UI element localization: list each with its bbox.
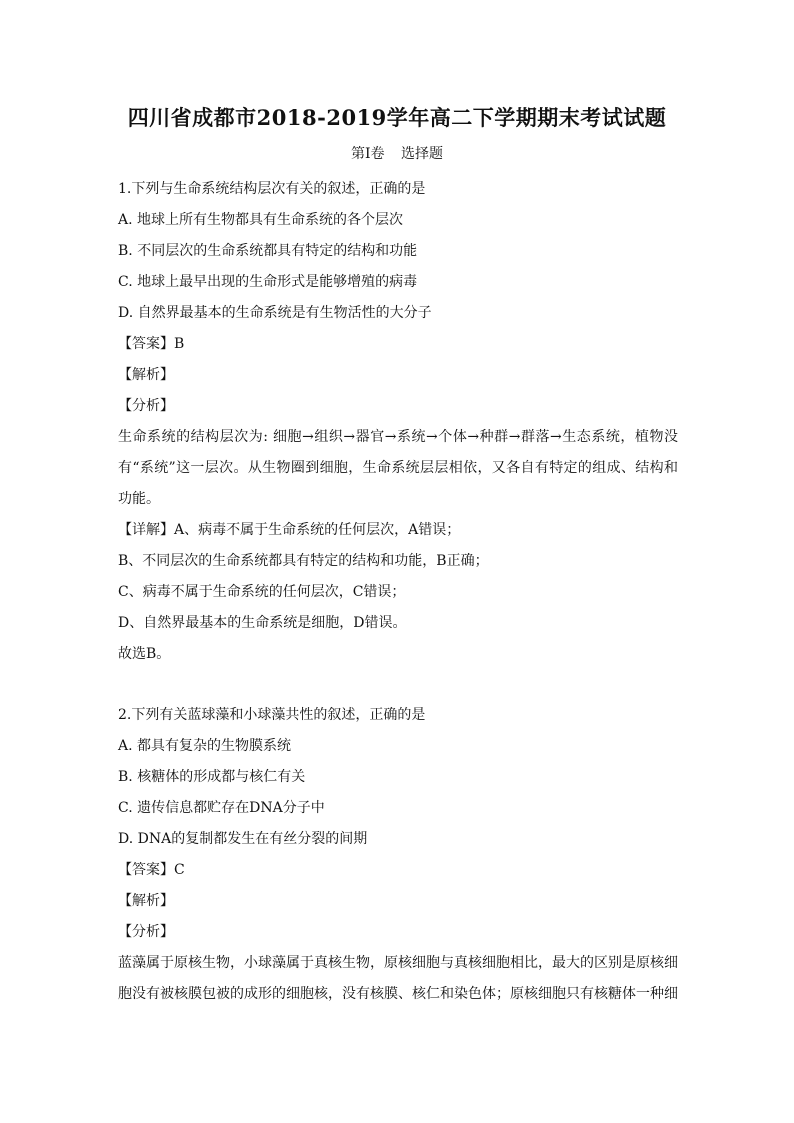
fenxi-text: 蓝藻属于原核生物，小球藻属于真核生物，原核细胞与真核细胞相比，最大的区别是原核细胞没有被核膜包被的成形的细胞核，没有核膜、核仁和染色体；原核细胞只有核糖体一种细	[118, 955, 678, 1002]
answer: 【答案】B	[118, 336, 185, 352]
fenxi-heading: 【分析】	[118, 924, 174, 940]
detail-line: D、自然界最基本的生命系统是细胞，D错误。	[118, 615, 407, 631]
analysis-heading: 【解析】	[118, 367, 174, 383]
option-d: D. DNA的复制都发生在有丝分裂的间期	[118, 831, 368, 847]
question-1	[118, 174, 678, 670]
question-stem: 1.下列与生命系统结构层次有关的叙述，正确的是	[118, 181, 426, 197]
answer: 【答案】C	[118, 862, 185, 878]
detail-line: 【详解】A、病毒不属于生命系统的任何层次，A错误；	[118, 522, 461, 538]
section-heading	[0, 144, 794, 164]
fenxi-heading: 【分析】	[118, 398, 174, 414]
section-part: 第I卷	[351, 146, 385, 162]
fenxi-text: 生命系统的结构层次为: 细胞→组织→器官→系统→个体→种群→群落→生态系统，植物没有“系统”这一层次。从生物圈到细胞，生命系统层层相依，又各自有特定的组成、结构和功能。	[118, 429, 678, 507]
section-name: 选择题	[400, 146, 443, 162]
option-c: C. 遗传信息都贮存在DNA分子中	[118, 800, 325, 816]
conclusion: 故选B。	[118, 646, 171, 662]
analysis-heading: 【解析】	[118, 893, 174, 909]
option-a: A. 都具有复杂的生物膜系统	[118, 738, 292, 754]
option-c: C. 地球上最早出现的生命形式是能够增殖的病毒	[118, 274, 418, 290]
question-stem: 2.下列有关蓝球藻和小球藻共性的叙述，正确的是	[118, 707, 426, 723]
detail-line: C、病毒不属于生命系统的任何层次，C错误；	[118, 584, 406, 600]
document-title: 四川省成都市2018-2019学年高二下学期期末考试试题	[127, 105, 667, 130]
option-d: D. 自然界最基本的生命系统是有生物活性的大分子	[118, 305, 432, 321]
detail-line: B、不同层次的生命系统都具有特定的结构和功能，B正确；	[118, 553, 489, 569]
option-b: B. 不同层次的生命系统都具有特定的结构和功能	[118, 243, 418, 259]
option-b: B. 核糖体的形成都与核仁有关	[118, 769, 306, 785]
question-2	[118, 700, 678, 1010]
option-a: A. 地球上所有生物都具有生命系统的各个层次	[118, 212, 404, 228]
